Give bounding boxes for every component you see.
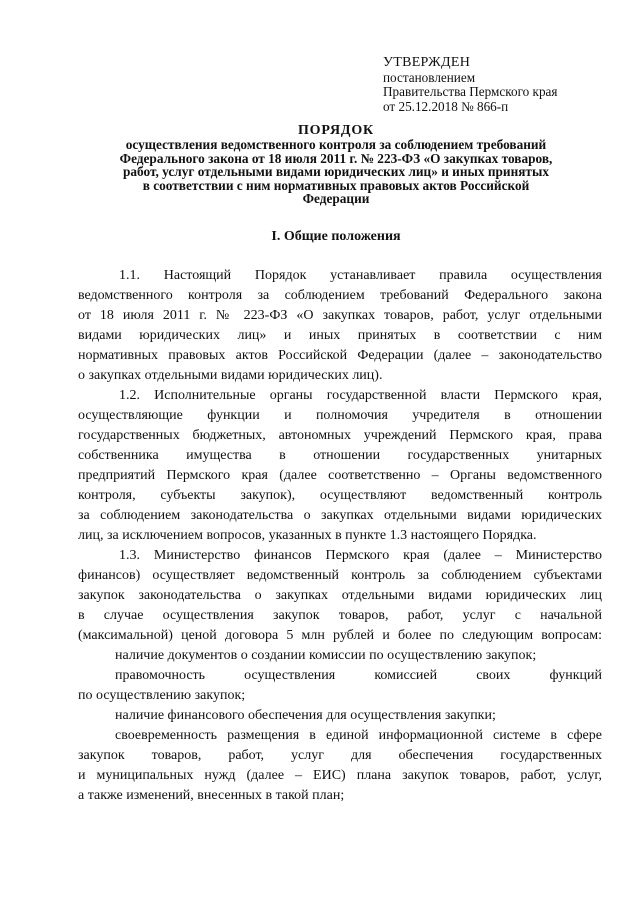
text-line: государственных бюджетных, автономных учреждений Пермского края, права [78, 428, 602, 443]
text-line: от 18 июля 2011 г. № 223-ФЗ «О закупках товаров, работ, услуг отдельными [78, 308, 602, 323]
document-title: ПОРЯДОК [297, 123, 375, 138]
text-line: ведомственного контроля за соблюдением требований Федерального закона [78, 288, 602, 303]
subtitle-line: в соответствии с ним нормативных правовых актов Российской [142, 177, 530, 193]
text-line: в случае осуществления закупок товаров, работ, услуг с начальной [78, 608, 602, 623]
section-heading: I. Общие положения [271, 229, 401, 244]
text-line: видами юридических лиц» и иных принятых в соответствии с ним [78, 328, 602, 343]
approval-line: Правительства Пермского края [383, 84, 558, 99]
approval-title: УТВЕРЖДЕН [383, 55, 471, 70]
text-line: предприятий Пермского края (далее соответственно – Органы ведомственного [78, 468, 602, 483]
text-line: по осуществлению закупок; [78, 688, 246, 703]
text-line: закупок законодательства о закупках отдельными видами юридических лиц [78, 588, 602, 603]
text-line: 1.3. Министерство финансов Пермского края (далее – Министерство [119, 548, 602, 563]
text-line: своевременность размещения в единой информационной системе в сфере [115, 728, 602, 743]
text-line: а также изменений, внесенных в такой план; [78, 788, 345, 803]
approval-date: от 25.12.2018 № 866-п [383, 98, 509, 114]
subtitle-line: Федерального закона от 18 июля 2011 г. № 223-ФЗ «О закупках товаров, [119, 150, 553, 166]
text-line: наличие документов о создании комиссии по осуществлению закупок; [115, 648, 537, 663]
text-line: о закупках отдельными видами юридических лиц). [78, 368, 383, 383]
approval-line: постановлением [383, 69, 476, 85]
text-line: собственника имущества в отношении государственных унитарных [78, 448, 602, 463]
text-line: наличие финансового обеспечения для осуществления закупки; [115, 708, 496, 723]
text-line: нормативных правовых актов Российской Федерации (далее – законодательство [78, 348, 602, 363]
subtitle-line: работ, услуг отдельными видами юридических лиц» и иных принятых [123, 164, 549, 180]
document-body [78, 266, 602, 806]
text-line: (максимальной) ценой договора 5 млн рублей и более по следующим вопросам: [78, 628, 602, 643]
text-line: правомочность осуществления комиссией своих функций [115, 668, 602, 683]
subtitle-line: Федерации [302, 191, 370, 207]
text-line: закупок товаров, работ, услуг для обеспечения государственных [78, 748, 602, 763]
text-line: финансов) осуществляет ведомственный контроль за соблюдением субъектами [78, 568, 602, 583]
text-line: 1.1. Настоящий Порядок устанавливает правила осуществления [119, 268, 602, 283]
text-line: лиц, за исключением вопросов, указанных в пункте 1.3 настоящего Порядка. [78, 528, 537, 543]
document-subtitle [78, 138, 594, 206]
approval-stamp [383, 56, 557, 114]
text-line: и муниципальных нужд (далее – ЕИС) плана закупок товаров, работ, услуг, [78, 768, 602, 783]
subtitle-line: осуществления ведомственного контроля за соблюдением требований [125, 137, 547, 152]
text-line: 1.2. Исполнительные органы государственной власти Пермского края, [119, 388, 602, 403]
text-line: осуществляющие функции и полномочия учредителя в отношении [78, 408, 602, 423]
text-line: за соблюдением законодательства о закупках отдельными видами юридических [78, 508, 602, 523]
text-line: контроля, субъекты закупок), осуществляют ведомственный контроль [78, 488, 602, 503]
